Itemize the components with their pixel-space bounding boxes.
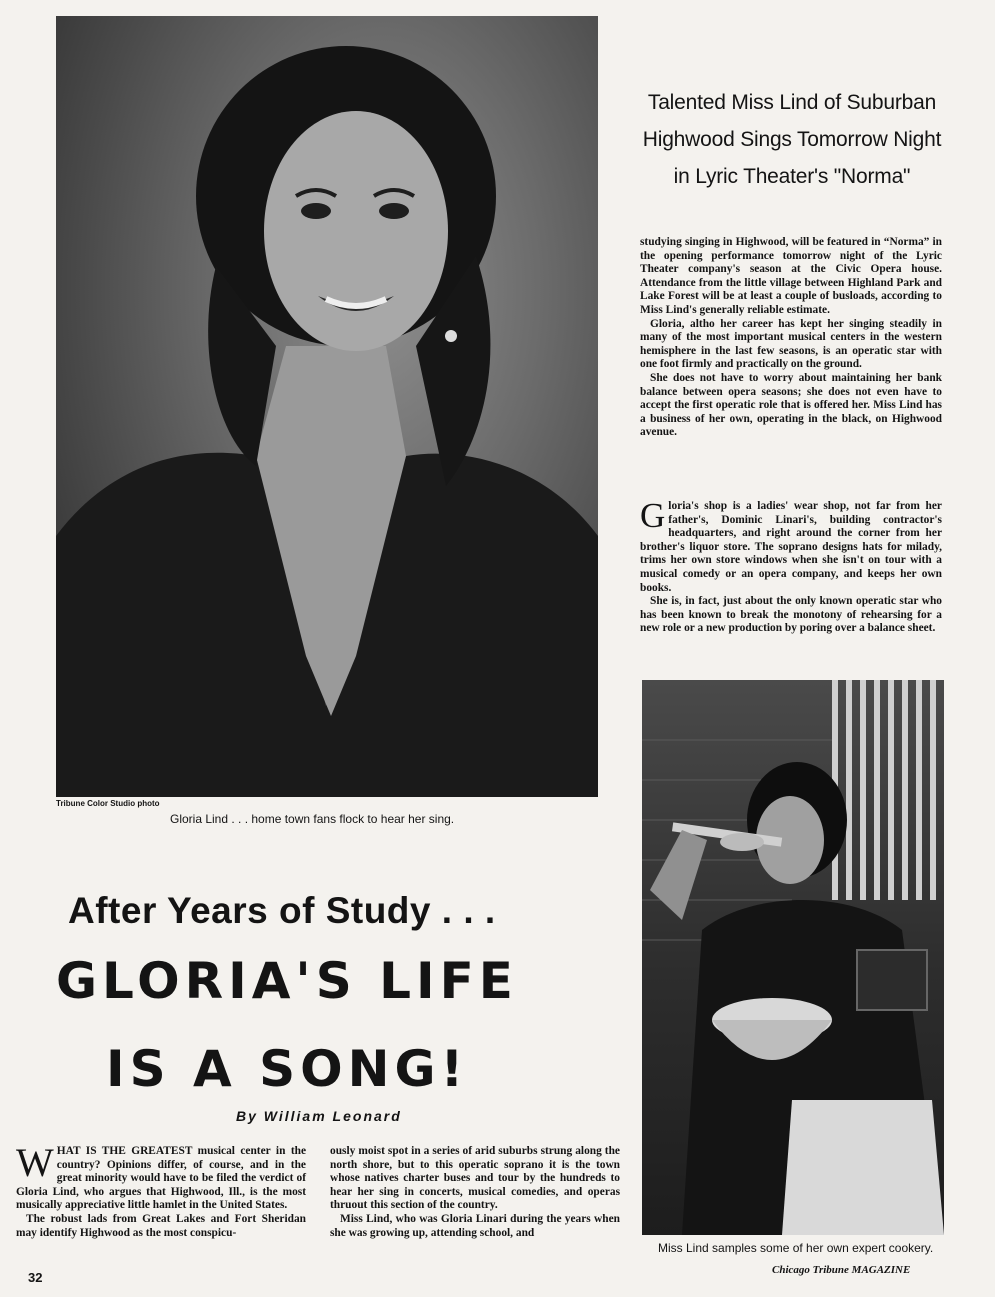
photo-credit: Tribune Color Studio photo — [56, 799, 160, 808]
headline-line-2: IS A SONG! — [106, 1040, 469, 1098]
body-column-middle — [330, 1145, 620, 1240]
magazine-footer: Chicago Tribune MAGAZINE — [772, 1264, 911, 1276]
body-paragraph-text: loria's shop is a ladies' wear shop, not far from her father's, Dominic Linari's, building contractor's headquarters, and right around the corner from her brother's liquor store. The soprano designs hats for milady, trims her own store windows when she isn't on tour with a musical comedy or an opera company, and keeps her own books. — [640, 500, 942, 594]
deck-headline — [622, 84, 962, 195]
byline: By William Leonard — [236, 1108, 402, 1124]
headline-line-1: GLORIA'S LIFE — [56, 952, 518, 1010]
body-paragraph: ously moist spot in a series of arid suburbs strung along the north shore, but to this operatic soprano it is the town whose natives charter buses and tour by the hundreds to hear her sing in concerts, musical comedies, and operas thruout this section of the country. — [330, 1145, 620, 1212]
kitchen-photo — [642, 680, 944, 1235]
page-number: 32 — [28, 1270, 43, 1285]
drop-cap: W — [16, 1140, 54, 1185]
body-paragraph — [16, 1140, 306, 1213]
side-photo-caption: Miss Lind samples some of her own expert cookery. — [658, 1241, 934, 1255]
body-paragraph: The robust lads from Great Lakes and Fort Sheridan may identify Highwood as the most conspicu- — [16, 1212, 306, 1239]
body-paragraph: Miss Lind, who was Gloria Linari during the years when she was growing up, attending school, and — [330, 1212, 620, 1239]
main-photo-caption: Gloria Lind . . . home town fans flock to hear her sing. — [170, 812, 455, 826]
deck-line-2: Highwood Sings Tomorrow Night — [642, 128, 942, 151]
body-paragraph: She is, in fact, just about the only known operatic star who has been known to break the monotony of rehearsing for a new role or a new production by poring over a balance sheet. — [640, 595, 942, 635]
body-paragraph — [640, 496, 942, 595]
kitchen-illustration — [642, 680, 944, 1235]
deck-line-1: Talented Miss Lind of Suburban — [647, 91, 937, 114]
body-column-right-mid — [640, 496, 942, 636]
portrait-illustration — [56, 16, 598, 797]
body-paragraph: She does not have to worry about maintaining her bank balance between opera seasons; she does not even have to accept the first operatic role that is offered her. Miss Lind has a business of her own, operating in the black, on Highwood avenue. — [640, 371, 942, 439]
body-paragraph: studying singing in Highwood, will be featured in “Norma” in the opening performance tomorrow night of the Lyric Theater company's season at the Civic Opera house. Attendance from the little village between Highland Park and Lake Forest will be at least a couple of busloads, according to Miss Lind's generally reliable estimate. — [640, 236, 942, 316]
deck-line-3: in Lyric Theater's "Norma" — [673, 165, 911, 188]
headline-kicker: After Years of Study . . . — [68, 890, 496, 931]
body-column-right-top — [640, 236, 942, 440]
body-column-left — [16, 1140, 306, 1240]
body-lead-in: HAT IS THE GREATEST — [56, 1145, 193, 1157]
drop-cap: G — [640, 496, 666, 535]
main-portrait-photo — [56, 16, 598, 797]
body-paragraph-text: musical center in the country? Opinions differ, of course, and in the great minority would have to be filed the verdict of Gloria Lind, who argues that Highwood, Ill., is the most musically appreciative little hamlet in the United States. — [16, 1145, 306, 1212]
body-paragraph: Gloria, altho her career has kept her singing steadily in many of the most important musical centers in the western hemisphere in the last few seasons, is an operatic star with one foot firmly and practically on the ground. — [640, 317, 942, 371]
